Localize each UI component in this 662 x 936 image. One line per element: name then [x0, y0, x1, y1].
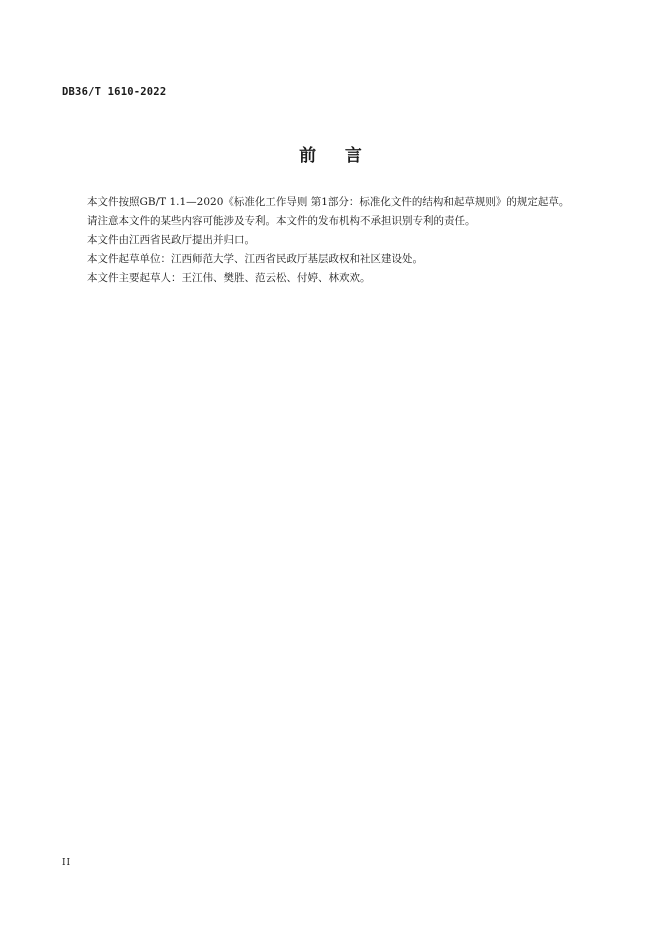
- section-title: 前 言: [299, 146, 363, 166]
- paragraph-patent-notice: 请注意本文件的某些内容可能涉及专利。本文件的发布机构不承担识别专利的责任。: [87, 215, 476, 227]
- document-code: DB36/T 1610-2022: [62, 86, 167, 98]
- paragraph-drafters: 本文件主要起草人：王江伟、樊胜、范云松、付婷、林欢欢。: [87, 272, 371, 284]
- page-number: II: [62, 858, 72, 868]
- paragraph-drafting-units: 本文件起草单位：江西师范大学、江西省民政厅基层政权和社区建设处。: [87, 253, 423, 265]
- paragraph-drafting-rules: 本文件按照GB/T 1.1—2020《标准化工作导则 第1部分：标准化文件的结构和起草规则》的规定起草。: [87, 196, 570, 208]
- paragraph-proposer: 本文件由江西省民政厅提出并归口。: [87, 234, 255, 246]
- foreword-body: [62, 193, 582, 288]
